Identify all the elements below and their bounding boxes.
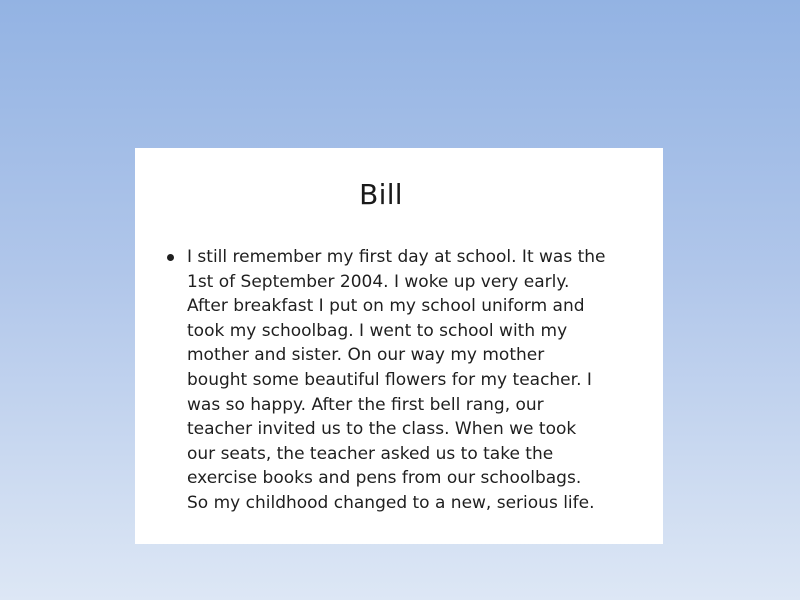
paragraph-line: 1st of September 2004. I woke up very early.: [187, 271, 570, 292]
paragraph-line: mother and sister. On our way my mother: [187, 345, 545, 366]
paragraph-line: bought some beautiful flowers for my teacher. I: [187, 369, 592, 390]
bullet-icon: [167, 254, 174, 261]
slide-title-text: Bill: [359, 178, 403, 211]
paragraph-line: took my schoolbag. I went to school with my: [187, 320, 568, 341]
paragraph-line: was so happy. After the first bell rang, our: [187, 394, 544, 415]
body-paragraph: [187, 245, 637, 516]
paragraph-line: our seats, the teacher asked us to take the: [187, 443, 554, 464]
paragraph-line: After breakfast I put on my school uniform and: [187, 296, 585, 317]
slide-title: [137, 178, 665, 211]
paragraph-line: teacher invited us to the class. When we took: [187, 419, 577, 440]
slide-card: [135, 148, 663, 544]
paragraph-line: So my childhood changed to a new, serious life.: [187, 492, 595, 513]
paragraph-line: I still remember my first day at school. It was the: [187, 247, 606, 267]
paragraph-line: exercise books and pens from our schoolbags.: [187, 468, 582, 489]
